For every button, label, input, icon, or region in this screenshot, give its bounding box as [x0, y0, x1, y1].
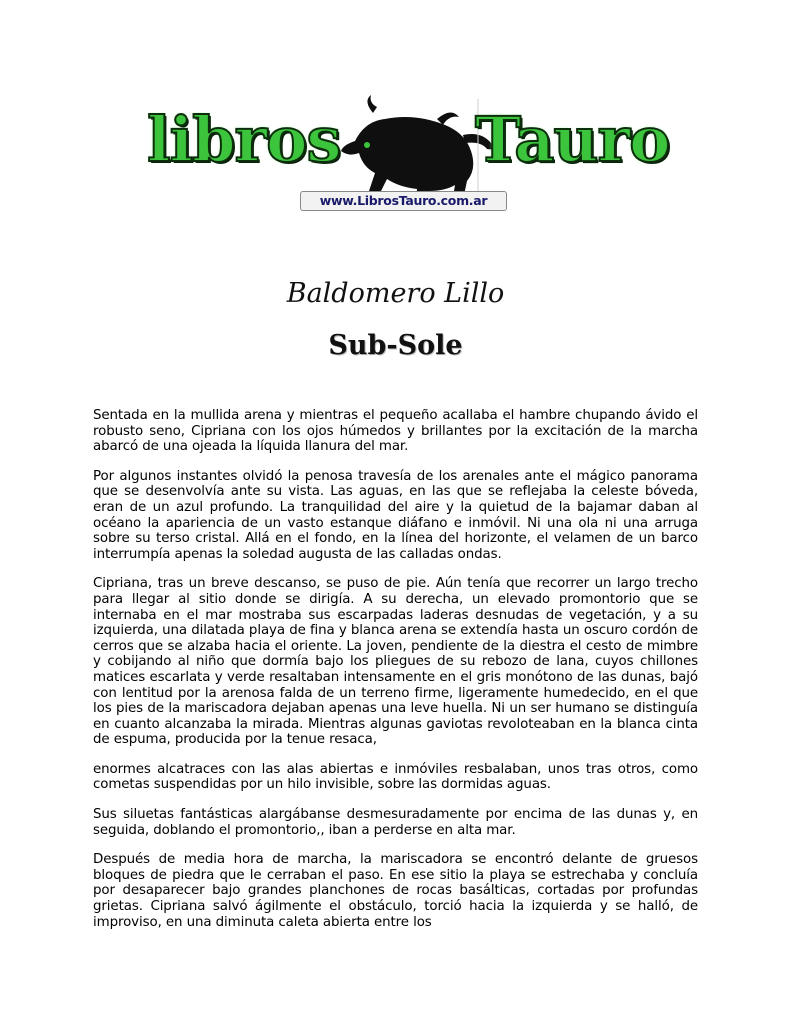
author-name: Baldomero Lillo [286, 278, 505, 309]
logo-word-libros: libros [147, 103, 341, 176]
libros-tauro-logo [145, 95, 670, 215]
logo-word-tauro: Tauro [475, 103, 670, 176]
paragraph: Sus siluetas fantásticas alargábanse desmesuradamente por encima de las dunas y, en seguida, doblando el promontorio,, iban a perderse en alta mar. [93, 807, 698, 838]
document-title: Sub-Sole [328, 330, 463, 361]
paragraph: Después de media hora de marcha, la mariscadora se encontró delante de gruesos bloques de piedra que le cerraban el paso. En ese sitio la playa se estrechaba y concluía por desaparecer bajo grandes planchones de rocas basálticas, cortadas por profundas grietas. Cipriana salvó ágilmente el obstáculo, torció hacia la izquierda y se halló, de improviso, en una diminuta caleta abierta entre los [93, 852, 698, 930]
paragraph: Cipriana, tras un breve descanso, se puso de pie. Aún tenía que recorrer un largo trecho para llegar al sitio donde se dirigía. A su derecha, un elevado promontorio que se internaba en el mar mostraba sus escarpadas laderas desnudas de vegetación, y a su izquierda, una dilatada playa de fina y blanca arena se extendía hasta un oscuro cordón de cerros que se alzaba hacia el oriente. La joven, pendiente de la diestra el cesto de mimbre y cobijando al niño que dormía bajo los pliegues de su rebozo de lana, cuyos chillones matices escarlata y verde resaltaban intensamente en el gris monótono de las dunas, bajó con lentitud por la arenosa falda de un terreno firme, ligeramente humedecido, en el que los pies de la mariscadora dejaban apenas una leve huella. Ni un ser humano se distinguía en cuanto alcanzaba la mirada. Mientras algunas gaviotas revoloteaban en la blanca cinta de espuma, producida por la tenue resaca, [93, 576, 698, 748]
paragraph: Sentada en la mullida arena y mientras el pequeño acallaba el hambre chupando ávido el robusto seno, Cipriana con los ojos húmedos y brillantes por la excitación de la marcha abarcó de una ojeada la líquida llanura del mar. [93, 408, 698, 455]
story-body [93, 408, 698, 944]
logo-url[interactable]: www.LibrosTauro.com.ar [300, 191, 507, 211]
paragraph: enormes alcatraces con las alas abiertas e inmóviles resbalaban, unos tras otros, como cometas suspendidas por un hilo invisible, sobre las dormidas aguas. [93, 761, 698, 793]
paragraph: Por algunos instantes olvidó la penosa travesía de los arenales ante el mágico panorama que se desenvolvía ante su vista. Las aguas, en las que se reflejaba la celeste bóveda, eran de un azul profundo. La tranquilidad del aire y la quietud de la bajamar daban al océano la apariencia de un vasto estanque diáfano e inmóvil. Ni una ola ni una arruga sobre su terso cristal. Allá en el fondo, en la línea del horizonte, el velamen de un barco interrumpía apenas la soledad augusta de las calladas ondas. [93, 468, 698, 562]
